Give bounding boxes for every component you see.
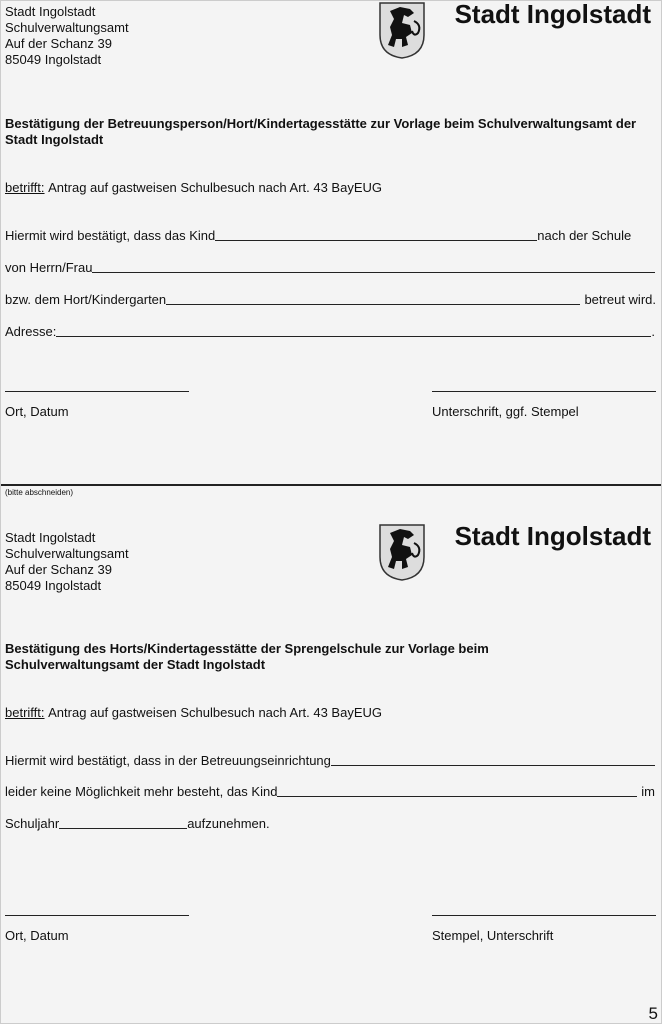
row-text: leider keine Möglichkeit mehr besteht, das Kind	[5, 784, 278, 799]
subject-line	[5, 180, 655, 195]
row-text: Adresse:	[5, 324, 57, 339]
sender-line: Stadt Ingolstadt	[5, 530, 96, 545]
signature-line-right[interactable]	[432, 391, 656, 392]
subject-line	[5, 705, 655, 720]
sender-line: 85049 Ingolstadt	[5, 52, 102, 67]
form-row	[5, 816, 655, 831]
sender-line: Schulverwaltungsamt	[5, 20, 129, 35]
form-row	[5, 753, 655, 768]
coat-of-arms-icon	[378, 1, 426, 59]
facility-field[interactable]	[331, 764, 655, 766]
subject-text: Antrag auf gastweisen Schulbesuch nach Art. 43 BayEUG	[48, 705, 383, 720]
row-text: aufzunehmen.	[187, 816, 270, 831]
place-date-label: Ort, Datum	[5, 404, 69, 419]
cut-line	[1, 484, 661, 486]
subject-label: betrifft:	[5, 180, 45, 195]
signature-line-right[interactable]	[432, 915, 656, 916]
form-row	[5, 228, 655, 243]
signature-line-left[interactable]	[5, 915, 189, 916]
row-text: Hiermit wird bestätigt, dass in der Betreuungseinrichtung	[5, 753, 331, 768]
sender-line: Schulverwaltungsamt	[5, 546, 129, 561]
signature-label: Unterschrift, ggf. Stempel	[432, 404, 579, 419]
subject-text: Antrag auf gastweisen Schulbesuch nach Art. 43 BayEUG	[48, 180, 383, 195]
form-row	[5, 292, 656, 307]
address-field[interactable]	[56, 335, 651, 337]
form-title: Bestätigung der Betreuungsperson/Hort/Kindertagesstätte zur Vorlage beim Schulverwaltungsamt der Stadt Ingolstadt	[5, 116, 637, 147]
row-text: nach der Schule	[537, 228, 632, 243]
signature-line-left[interactable]	[5, 391, 189, 392]
row-text: Schuljahr	[5, 816, 60, 831]
sender-address	[5, 4, 129, 68]
form-row	[5, 784, 655, 799]
child-name-field[interactable]	[215, 239, 537, 241]
parent-name-field[interactable]	[92, 271, 655, 273]
form-title: Bestätigung des Horts/Kindertagesstätte der Sprengelschule zur Vorlage beim Schulverwaltungsamt der Stadt Ingolstadt	[5, 641, 489, 672]
sender-line: Stadt Ingolstadt	[5, 4, 96, 19]
brand-title: Stadt Ingolstadt	[454, 0, 651, 29]
coat-of-arms-icon	[378, 523, 426, 581]
row-text: Hiermit wird bestätigt, dass das Kind	[5, 228, 216, 243]
row-text: bzw. dem Hort/Kindergarten	[5, 292, 167, 307]
row-text: betreut wird.	[584, 292, 656, 307]
child-name-field[interactable]	[277, 795, 637, 797]
signature-label: Stempel, Unterschrift	[432, 928, 554, 943]
form-row	[5, 260, 655, 275]
row-text: .	[651, 324, 655, 339]
row-text: von Herrn/Frau	[5, 260, 93, 275]
cut-note: (bitte abschneiden)	[5, 488, 74, 497]
sender-line: Auf der Schanz 39	[5, 36, 112, 51]
form-row	[5, 324, 655, 339]
brand-title: Stadt Ingolstadt	[454, 521, 651, 551]
place-date-label: Ort, Datum	[5, 928, 69, 943]
row-text: im	[641, 784, 655, 799]
page-number: 5	[648, 1004, 658, 1023]
sender-address	[5, 530, 129, 594]
sender-line: 85049 Ingolstadt	[5, 578, 102, 593]
hort-field[interactable]	[166, 303, 580, 305]
subject-label: betrifft:	[5, 705, 45, 720]
sender-line: Auf der Schanz 39	[5, 562, 112, 577]
school-year-field[interactable]	[59, 827, 187, 829]
